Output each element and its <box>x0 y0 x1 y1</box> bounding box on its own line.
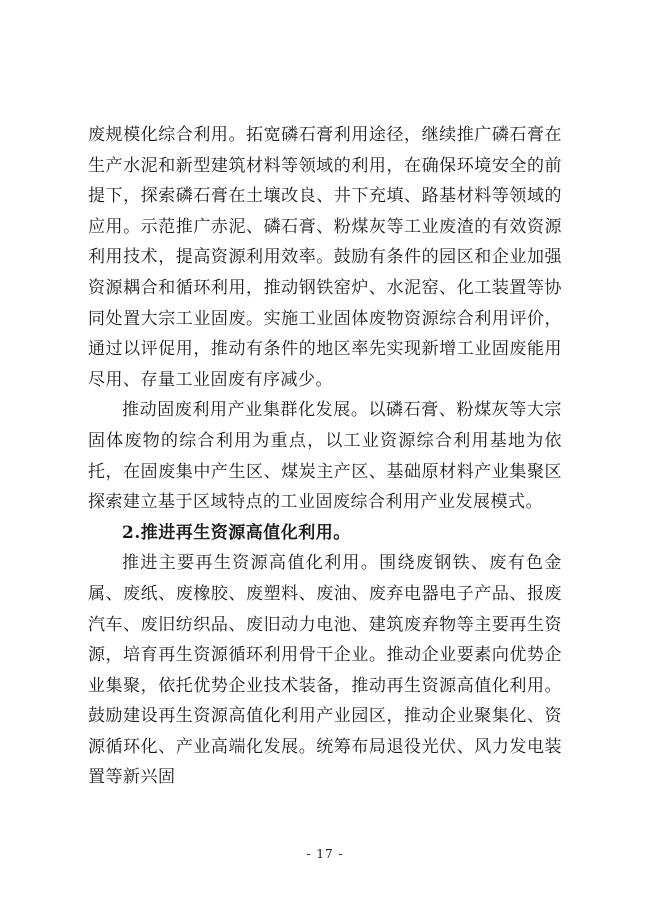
section-heading-recycled-resources: 2.推进再生资源高值化利用。 <box>122 522 351 543</box>
paragraph-renewable-resources: 推进主要再生资源高值化利用。围绕废钢铁、废有色金属、废纸、废橡胶、废塑料、废油、废弃电器电子产品、报废汽车、废旧纺织品、废旧动力电池、建筑废弃物等主要再生资源，培育再生资源循环利用骨干企业。推动企业要素向优势企业集聚，依托优势企业技术装备，推动再生资源高值化利用。鼓励建设再生资源高值化利用产业园区，推动企业聚集化、资源循环化、产业高端化发展。统筹布局退役光伏、风力发电装置等新兴固 <box>88 553 562 788</box>
document-body <box>88 120 562 793</box>
paragraph-phosphogypsum-utilization: 废规模化综合利用。拓宽磷石膏利用途径，继续推广磷石膏在生产水泥和新型建筑材料等领域的利用，在确保环境安全的前提下，探索磷石膏在土壤改良、井下充填、路基材料等领域的应用。示范推广赤泥、磷石膏、粉煤灰等工业废渣的有效资源利用技术，提高资源利用效率。鼓励有条件的园区和企业加强资源耦合和循环利用，推动钢铁窑炉、水泥窑、化工装置等协同处置大宗工业固废。实施工业固体废物资源综合利用评价，通过以评促用，推动有条件的地区率先实现新增工业固废能用尽用、存量工业固废有序减少。 <box>88 125 562 390</box>
page-number: - 17 - <box>306 847 344 861</box>
paragraph-solid-waste-cluster: 推动固废利用产业集群化发展。以磷石膏、粉煤灰等大宗固体废物的综合利用为重点，以工业资源综合利用基地为依托，在固废集中产生区、煤炭主产区、基础原材料产业集聚区探索建立基于区域特点的工业固废综合利用产业发展模式。 <box>88 400 562 513</box>
